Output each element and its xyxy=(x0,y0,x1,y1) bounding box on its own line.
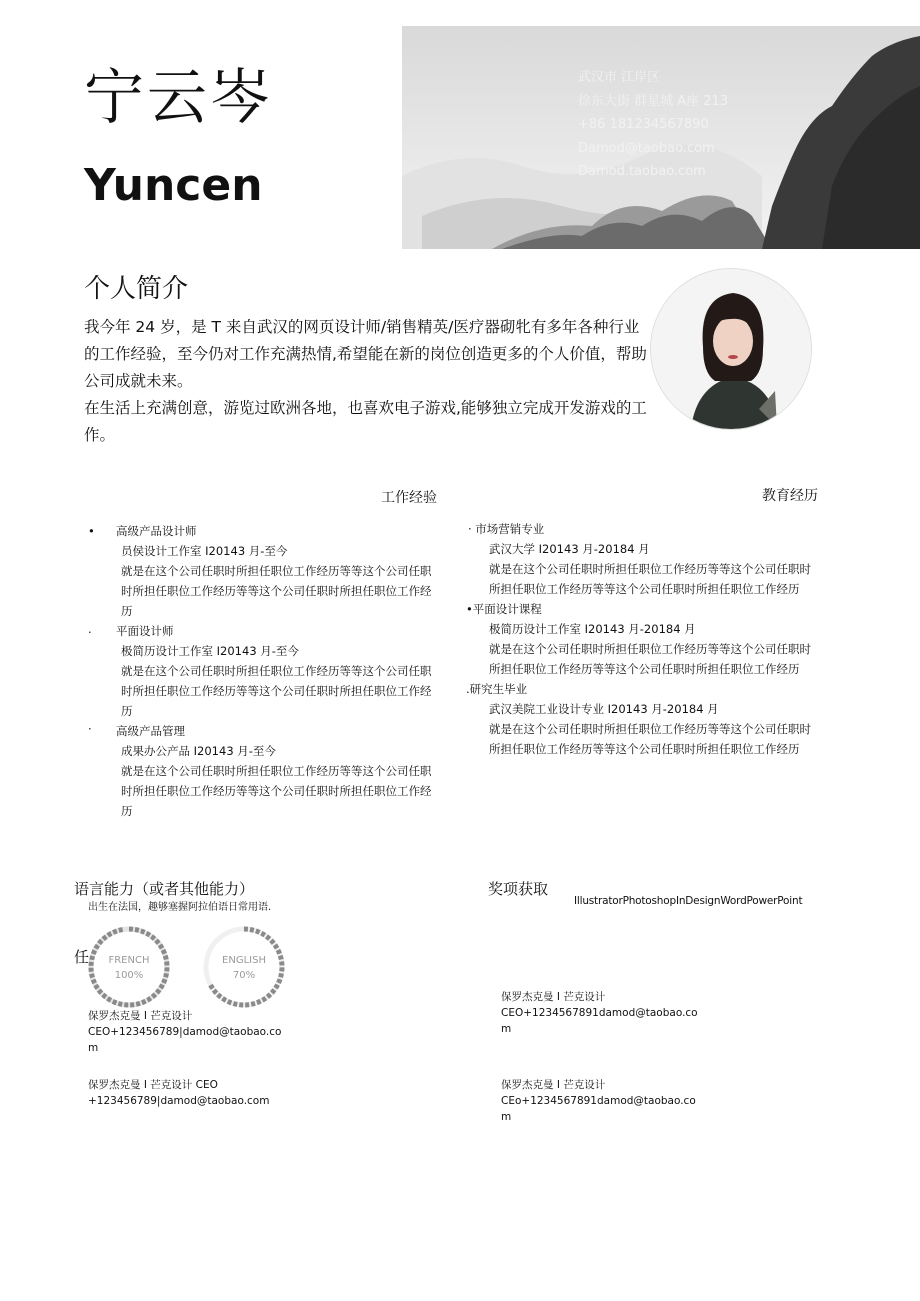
work-item-title: 高级产品管理 xyxy=(116,724,185,738)
name-english: Yuncen xyxy=(84,160,263,211)
ring-language-name: FRENCH xyxy=(108,955,150,966)
work-item-title: 平面设计师 xyxy=(116,624,174,638)
reference-line: CEO+1234567891damod@taobao.co xyxy=(501,1007,698,1019)
education-section-title: 教育经历 xyxy=(762,488,818,504)
address-street: 徐东大街 群星城 A座 213 xyxy=(578,93,729,109)
work-bullet: • xyxy=(88,524,95,538)
ring-language-name: ENGLISH xyxy=(222,955,266,966)
reference-card xyxy=(88,1077,269,1109)
name-chinese: 宁云岑 xyxy=(84,63,273,133)
intro-text xyxy=(84,314,654,449)
ring-track xyxy=(206,929,282,1005)
phone-number: +86 181234567890 xyxy=(578,117,709,132)
reference-line: m xyxy=(88,1042,99,1054)
avatar xyxy=(650,268,812,430)
work-item-description: 就是在这个公司任职时所担任职位工作经历等等这个公司任职时所担任职位工作经历等等这个公司任职时所担任职位工作经历 xyxy=(121,764,432,818)
education-item-description: 就是在这个公司任职时所担任职位工作经历等等这个公司任职时所担任职位工作经历等等这个公司任职时所担任职位工作经历 xyxy=(489,562,811,596)
education-item-school: 武汉大学 I20143 月-20184 月 xyxy=(489,542,650,556)
education-item-school: 武汉美院工业设计专业 I20143 月-20184 月 xyxy=(489,702,719,716)
language-ring-english xyxy=(202,925,286,1009)
reference-line: 保罗杰克曼 I 芒克设计 CEO xyxy=(88,1079,218,1091)
reference-card xyxy=(88,1008,281,1056)
reference-line: CEo+1234567891damod@taobao.co xyxy=(501,1095,696,1107)
education-item-title: •平面设计课程 xyxy=(466,602,542,616)
ring-percent: 70% xyxy=(232,970,256,981)
work-item-company: 成果办公产品 I20143 月-至今 xyxy=(121,744,276,758)
education-item-title: · 市场营销专业 xyxy=(468,522,545,536)
address-district: 武汉市 江岸区 xyxy=(578,70,661,85)
ring-percent: 100% xyxy=(114,970,144,981)
intro-title: 个人简介 xyxy=(84,274,189,304)
language-ring-french xyxy=(87,925,171,1009)
reference-line: 保罗杰克曼 I 芒克设计 xyxy=(501,1079,606,1091)
work-bullet: . xyxy=(88,622,92,636)
work-item-company: 员侯设计工作室 I20143 月-至今 xyxy=(121,544,288,558)
reference-line: +123456789|damod@taobao.com xyxy=(88,1095,270,1107)
software-skills: IllustratorPhotoshopInDesignWordPowerPoint xyxy=(574,895,803,907)
work-section-title: 工作经验 xyxy=(381,490,437,506)
intro-paragraph: 在生活上充满创意，游览过欧洲各地，也喜欢电子游戏,能够独立完成开发游戏的工作。 xyxy=(84,399,647,444)
reference-section-title: 任 xyxy=(74,948,90,966)
language-section-title: 语言能力（或者其他能力） xyxy=(74,880,255,898)
reference-card xyxy=(501,989,698,1037)
education-item-description: 就是在这个公司任职时所担任职位工作经历等等这个公司任职时所担任职位工作经历等等这个公司任职时所担任职位工作经历 xyxy=(489,722,811,756)
email: Damod@taobao.com xyxy=(578,140,715,156)
education-item-title: .研究生毕业 xyxy=(466,682,528,696)
education-item-school: 极简历设计工作室 I20143 月-20184 月 xyxy=(489,622,696,636)
work-item-title: 高级产品设计师 xyxy=(116,524,197,538)
intro-paragraph: 我今年 24 岁，是 T 来自武汉的网页设计师/销售精英/医疗器砌牝有多年各种行业的工作经验，至今仍对工作充满热情,希望能在新的岗位创造更多的个人价值，帮助公司成就未来。 xyxy=(84,318,647,390)
reference-card xyxy=(501,1077,696,1125)
reference-line: 保罗杰克曼 I 芒克设计 xyxy=(88,1010,193,1022)
education-item-description: 就是在这个公司任职时所担任职位工作经历等等这个公司任职时所担任职位工作经历等等这个公司任职时所担任职位工作经历 xyxy=(489,642,811,676)
reference-line: 保罗杰克曼 I 芒克设计 xyxy=(501,991,606,1003)
reference-line: CEO+123456789|damod@taobao.co xyxy=(88,1026,282,1038)
contact-info xyxy=(578,66,728,184)
portrait-photo xyxy=(651,269,811,429)
website: Damod.taobao.com xyxy=(578,164,706,179)
work-bullet: · xyxy=(88,722,92,736)
work-item-description: 就是在这个公司任职时所担任职位工作经历等等这个公司任职时所担任职位工作经历等等这个公司任职时所担任职位工作经历 xyxy=(121,664,432,718)
reference-line: m xyxy=(501,1023,512,1035)
reference-line: m xyxy=(501,1111,512,1123)
awards-section-title: 奖项获取 xyxy=(488,880,549,898)
ring-track xyxy=(91,929,167,1005)
language-description: 出生在法国，趣够塞握阿拉伯语日常用语. xyxy=(88,902,272,913)
work-item-company: 极简历设计工作室 I20143 月-至今 xyxy=(121,644,299,658)
work-item-description: 就是在这个公司任职时所担任职位工作经历等等这个公司任职时所担任职位工作经历等等这个公司任职时所担任职位工作经历 xyxy=(121,564,432,618)
